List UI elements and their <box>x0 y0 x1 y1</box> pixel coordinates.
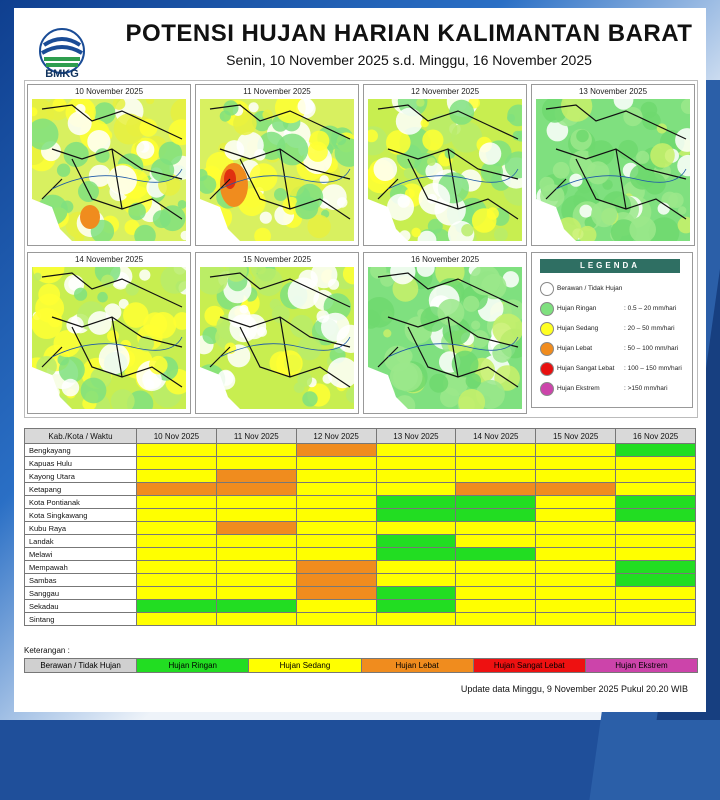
legend-range: : >150 mm/hari <box>624 385 668 392</box>
region-name: Kota Singkawang <box>25 509 137 522</box>
keterangan-item: Hujan Sangat Lebat <box>474 659 586 672</box>
forecast-cell <box>536 548 616 561</box>
forecast-cell <box>137 535 217 548</box>
rain-map <box>200 267 354 409</box>
forecast-cell <box>296 483 376 496</box>
forecast-cell <box>216 574 296 587</box>
forecast-cell <box>137 574 217 587</box>
forecast-cell <box>296 444 376 457</box>
legend <box>531 252 693 408</box>
forecast-cell <box>296 470 376 483</box>
forecast-cell <box>456 470 536 483</box>
forecast-cell <box>137 509 217 522</box>
forecast-cell <box>216 522 296 535</box>
rain-map <box>32 267 186 409</box>
table-row <box>25 548 696 561</box>
map-date-label: 12 November 2025 <box>410 87 480 96</box>
legend-label: Hujan Ekstrem <box>557 385 600 392</box>
map-panel <box>363 252 527 414</box>
region-name: Kota Pontianak <box>25 496 137 509</box>
forecast-cell <box>376 496 456 509</box>
legend-label: Berawan / Tidak Hujan <box>557 285 623 292</box>
forecast-cell <box>137 613 217 626</box>
forecast-cell <box>536 561 616 574</box>
forecast-cell <box>456 483 536 496</box>
map-panel <box>27 252 191 414</box>
rain-map <box>368 99 522 241</box>
forecast-cell <box>137 470 217 483</box>
forecast-cell <box>296 496 376 509</box>
legend-item <box>540 381 690 397</box>
keterangan-item: Hujan Lebat <box>362 659 474 672</box>
forecast-cell <box>216 457 296 470</box>
forecast-cell <box>216 600 296 613</box>
forecast-cell <box>216 470 296 483</box>
forecast-cell <box>536 444 616 457</box>
legend-label: Hujan Ringan <box>557 305 597 312</box>
update-text: Update data Minggu, 9 November 2025 Pukul 20.20 WIB <box>460 684 688 694</box>
forecast-cell <box>137 483 217 496</box>
forecast-cell <box>216 509 296 522</box>
forecast-cell <box>616 574 696 587</box>
forecast-cell <box>616 561 696 574</box>
forecast-cell <box>536 600 616 613</box>
region-name: Bengkayang <box>25 444 137 457</box>
forecast-cell <box>616 457 696 470</box>
forecast-cell <box>616 470 696 483</box>
forecast-cell <box>376 509 456 522</box>
legend-range: : 100 – 150 mm/hari <box>624 365 682 372</box>
forecast-cell <box>456 444 536 457</box>
keterangan-label: Keterangan : <box>24 646 70 655</box>
forecast-cell <box>456 548 536 561</box>
table-header-date: 11 Nov 2025 <box>216 429 296 444</box>
rain-map <box>536 99 690 241</box>
table-row <box>25 574 696 587</box>
forecast-cell <box>376 444 456 457</box>
forecast-cell <box>137 587 217 600</box>
forecast-cell <box>296 509 376 522</box>
forecast-cell <box>456 587 536 600</box>
map-date-label: 16 November 2025 <box>410 255 480 264</box>
forecast-cell <box>456 535 536 548</box>
page-title: POTENSI HUJAN HARIAN KALIMANTAN BARAT <box>125 20 693 47</box>
table-row <box>25 470 696 483</box>
region-name: Sintang <box>25 613 137 626</box>
forecast-cell <box>137 548 217 561</box>
forecast-cell <box>296 587 376 600</box>
forecast-cell <box>616 587 696 600</box>
region-name: Kapuas Hulu <box>25 457 137 470</box>
forecast-cell <box>536 470 616 483</box>
forecast-cell <box>616 548 696 561</box>
forecast-cell <box>456 613 536 626</box>
legend-range: : 20 – 50 mm/hari <box>624 325 675 332</box>
region-name: Sekadau <box>25 600 137 613</box>
table-header-date: 12 Nov 2025 <box>296 429 376 444</box>
forecast-cell <box>137 496 217 509</box>
legend-swatch <box>540 322 554 336</box>
forecast-cell <box>536 509 616 522</box>
forecast-cell <box>536 587 616 600</box>
legend-swatch <box>540 382 554 396</box>
map-panel <box>531 84 695 246</box>
forecast-cell <box>216 483 296 496</box>
forecast-table <box>24 428 696 626</box>
map-panel <box>27 84 191 246</box>
table-row <box>25 509 696 522</box>
forecast-cell <box>616 509 696 522</box>
legend-label: Hujan Lebat <box>557 345 593 352</box>
region-name: Melawi <box>25 548 137 561</box>
legend-item <box>540 361 690 377</box>
legend-item <box>540 281 690 297</box>
keterangan-item: Hujan Ekstrem <box>586 659 697 672</box>
forecast-cell <box>296 574 376 587</box>
map-date-label: 11 November 2025 <box>243 87 311 96</box>
region-name: Sambas <box>25 574 137 587</box>
table-header-region: Kab./Kota / Waktu <box>25 429 137 444</box>
page-subtitle: Senin, 10 November 2025 s.d. Minggu, 16 November 2025 <box>226 52 592 68</box>
table-row <box>25 600 696 613</box>
keterangan-item: Berawan / Tidak Hujan <box>25 659 137 672</box>
forecast-cell <box>376 613 456 626</box>
legend-label: Hujan Sedang <box>557 325 599 332</box>
forecast-cell <box>456 522 536 535</box>
forecast-cell <box>137 457 217 470</box>
forecast-cell <box>536 613 616 626</box>
forecast-cell <box>536 483 616 496</box>
forecast-cell <box>376 548 456 561</box>
forecast-cell <box>216 548 296 561</box>
forecast-cell <box>296 522 376 535</box>
forecast-cell <box>137 444 217 457</box>
map-panel <box>363 84 527 246</box>
forecast-cell <box>616 535 696 548</box>
forecast-cell <box>296 561 376 574</box>
keterangan-item: Hujan Sedang <box>249 659 361 672</box>
keterangan-item: Hujan Ringan <box>137 659 249 672</box>
table-header-date: 14 Nov 2025 <box>456 429 536 444</box>
table-row <box>25 535 696 548</box>
forecast-cell <box>536 535 616 548</box>
map-date-label: 15 November 2025 <box>242 255 312 264</box>
forecast-cell <box>216 496 296 509</box>
forecast-cell <box>376 483 456 496</box>
table-header-date: 13 Nov 2025 <box>376 429 456 444</box>
table-row <box>25 496 696 509</box>
table-row <box>25 561 696 574</box>
map-date-label: 13 November 2025 <box>578 87 648 96</box>
legend-range: : 0.5 – 20 mm/hari <box>624 305 677 312</box>
forecast-cell <box>296 535 376 548</box>
forecast-cell <box>536 457 616 470</box>
forecast-cell <box>216 535 296 548</box>
region-name: Mempawah <box>25 561 137 574</box>
forecast-cell <box>376 561 456 574</box>
forecast-cell <box>616 483 696 496</box>
forecast-cell <box>216 587 296 600</box>
table-header-date: 15 Nov 2025 <box>536 429 616 444</box>
region-name: Sanggau <box>25 587 137 600</box>
map-panel <box>195 84 359 246</box>
region-name: Landak <box>25 535 137 548</box>
rain-map <box>200 99 354 241</box>
forecast-cell <box>216 613 296 626</box>
forecast-cell <box>296 600 376 613</box>
forecast-cell <box>616 444 696 457</box>
forecast-cell <box>216 561 296 574</box>
region-name: Kubu Raya <box>25 522 137 535</box>
forecast-cell <box>616 496 696 509</box>
forecast-cell <box>456 509 536 522</box>
region-name: Kayong Utara <box>25 470 137 483</box>
legend-swatch <box>540 342 554 356</box>
forecast-cell <box>456 574 536 587</box>
forecast-cell <box>216 444 296 457</box>
forecast-cell <box>376 457 456 470</box>
rain-map <box>32 99 186 241</box>
rain-map <box>368 267 522 409</box>
legend-item <box>540 321 690 337</box>
forecast-cell <box>376 587 456 600</box>
forecast-cell <box>137 561 217 574</box>
legend-swatch <box>540 302 554 316</box>
table-row <box>25 613 696 626</box>
keterangan-bar <box>24 658 698 673</box>
table-header-row <box>25 429 696 444</box>
forecast-cell <box>376 470 456 483</box>
forecast-cell <box>456 561 536 574</box>
logo-text: BMKG <box>45 68 79 80</box>
forecast-cell <box>456 496 536 509</box>
forecast-cell <box>376 574 456 587</box>
forecast-cell <box>536 496 616 509</box>
forecast-cell <box>616 613 696 626</box>
table-row <box>25 457 696 470</box>
forecast-cell <box>536 522 616 535</box>
map-date-label: 14 November 2025 <box>74 255 144 264</box>
forecast-cell <box>296 613 376 626</box>
forecast-cell <box>137 600 217 613</box>
legend-title: LEGENDA <box>540 259 680 273</box>
forecast-cell <box>456 600 536 613</box>
table-header-date: 10 Nov 2025 <box>137 429 217 444</box>
table-row <box>25 587 696 600</box>
forecast-cell <box>296 457 376 470</box>
forecast-cell <box>456 457 536 470</box>
forecast-cell <box>616 600 696 613</box>
forecast-cell <box>137 522 217 535</box>
region-name: Ketapang <box>25 483 137 496</box>
table-row <box>25 444 696 457</box>
legend-swatch <box>540 362 554 376</box>
legend-item <box>540 301 690 317</box>
legend-label: Hujan Sangat Lebat <box>557 365 615 372</box>
legend-swatch <box>540 282 554 296</box>
table-row <box>25 522 696 535</box>
legend-range: : 50 – 100 mm/hari <box>624 345 679 352</box>
forecast-cell <box>376 522 456 535</box>
forecast-cell <box>376 535 456 548</box>
legend-item <box>540 341 690 357</box>
table-row <box>25 483 696 496</box>
map-date-label: 10 November 2025 <box>74 87 144 96</box>
forecast-cell <box>376 600 456 613</box>
table-header-date: 16 Nov 2025 <box>616 429 696 444</box>
forecast-cell <box>296 548 376 561</box>
map-panel <box>195 252 359 414</box>
forecast-cell <box>616 522 696 535</box>
forecast-cell <box>536 574 616 587</box>
